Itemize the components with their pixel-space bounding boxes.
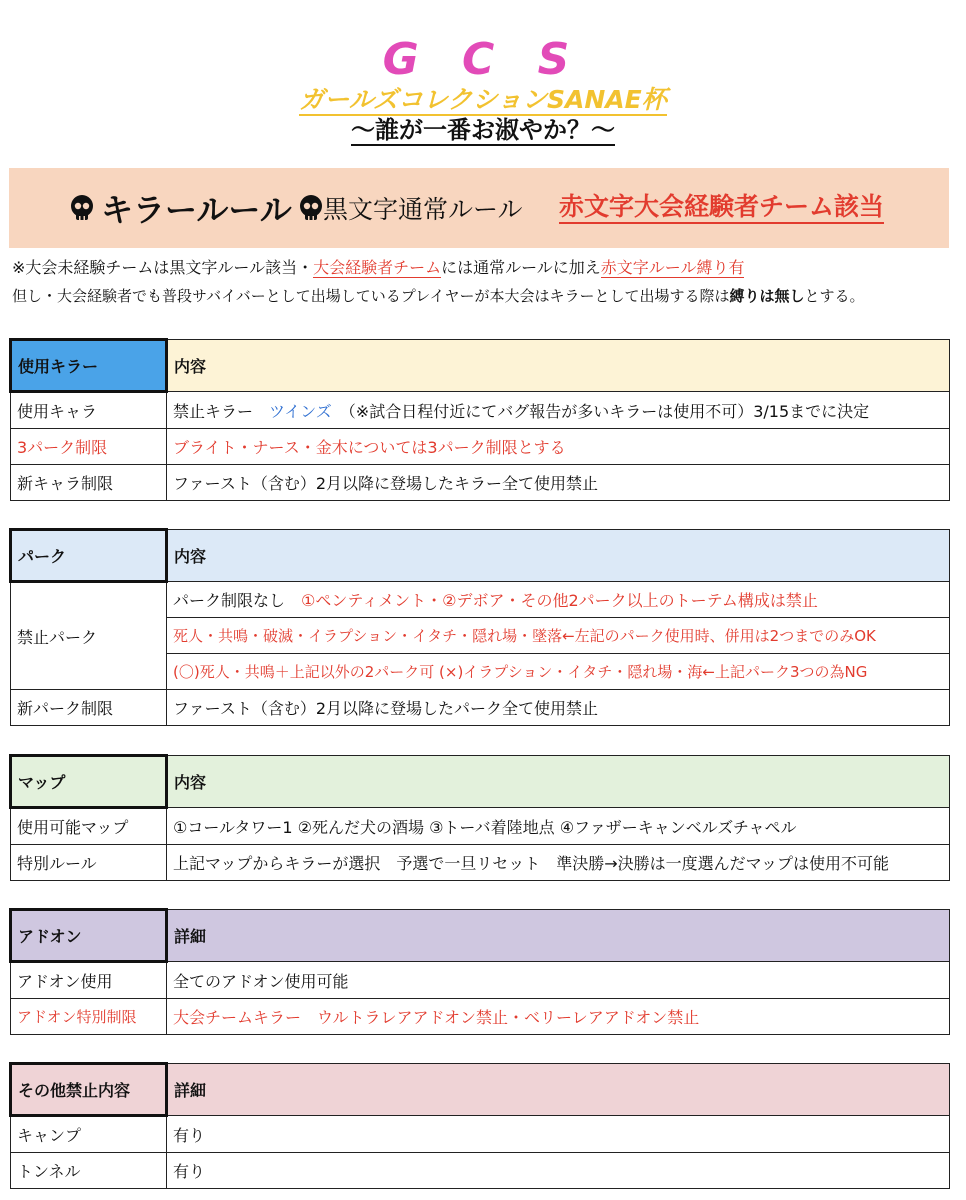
black-rule-label: 黒文字通常ルール [323, 195, 523, 224]
rule-banner [9, 168, 949, 248]
perk-table [9, 528, 950, 726]
map-table-header [11, 756, 950, 808]
table-row [11, 1116, 950, 1153]
note1-a: ※大会未経験チームは黒文字ルール該当・ [12, 258, 314, 277]
row-content: ファースト（含む）2月以降に登場したパーク全て使用禁止 [167, 690, 950, 726]
table-row [11, 690, 950, 726]
note-line-1 [12, 255, 744, 278]
table-row [11, 429, 950, 465]
header-cell: パーク [11, 530, 167, 582]
row-label: 新パーク制限 [11, 690, 167, 726]
question-text: 〜誰が一番お淑やか？〜 [351, 116, 615, 144]
row-content: 上記マップからキラーが選択 予選で一旦リセット 準決勝→決勝は一度選んだマップは使用不可能 [167, 845, 950, 881]
row-label: 使用可能マップ [11, 808, 167, 845]
table-row [11, 582, 950, 618]
header-cell: その他禁止内容 [11, 1064, 167, 1116]
row-label: 特別ルール [11, 845, 167, 881]
row-content: ①コールタワー1 ②死んだ犬の酒場 ③トーバ着陸地点 ④ファザーキャンベルズチャペル [167, 808, 950, 845]
other-table-header [11, 1064, 950, 1116]
content-a: パーク制限なし [173, 591, 286, 610]
header-cell: 内容 [167, 340, 950, 392]
note1-b: 大会経験者チーム [313, 258, 442, 277]
header-cell: 内容 [167, 756, 950, 808]
addon-table-header [11, 910, 950, 962]
note2-a: 但し・大会経験者でも普段サバイバーとして出場しているプレイヤーが本大会はキラーとして出場する際は [12, 287, 730, 305]
table-row [11, 465, 950, 501]
table-row [11, 808, 950, 845]
skull-icon [296, 193, 326, 223]
content-a: 禁止キラー [173, 401, 254, 421]
header-cell: 詳細 [167, 1064, 950, 1116]
killer-table [9, 338, 950, 501]
row-label: アドオン使用 [11, 962, 167, 999]
header-cell: 使用キラー [11, 340, 167, 392]
title-gcs: G C S [382, 34, 584, 85]
note1-d: 赤文字ルール縛り有 [600, 258, 745, 277]
killer-rule-label: キラールール [101, 191, 292, 229]
table-row [11, 999, 950, 1035]
header-cell: アドオン [11, 910, 167, 962]
perk-table-header [11, 530, 950, 582]
row-content: 有り [167, 1116, 950, 1153]
row-content: 有り [167, 1153, 950, 1189]
killer-table-header [11, 340, 950, 392]
row-content [167, 392, 950, 429]
row-content: ファースト（含む）2月以降に登場したキラー全て使用禁止 [167, 465, 950, 501]
addon-table [9, 908, 950, 1035]
header-cell: 詳細 [167, 910, 950, 962]
killer-rule-title [63, 185, 330, 231]
row-label: キャンプ [11, 1116, 167, 1153]
red-rule-label: 赤文字大会経験者チーム該当 [559, 192, 884, 224]
title-question [0, 110, 966, 145]
note2-c: とする。 [804, 287, 865, 305]
row-label: 新キャラ制限 [11, 465, 167, 501]
header-cell: マップ [11, 756, 167, 808]
table-row [11, 1153, 950, 1189]
table-row [11, 845, 950, 881]
row-content: ブライト・ナース・金木については3パーク制限とする [167, 429, 950, 465]
row-label: トンネル [11, 1153, 167, 1189]
row-label: アドオン特別制限 [11, 999, 167, 1035]
table-row [11, 392, 950, 429]
skull-icon [67, 193, 97, 223]
content-b: ①ペンティメント・②デボア・その他2パーク以上のトーテム構成は禁止 [301, 591, 818, 610]
map-table [9, 754, 950, 881]
row-content: 大会チームキラー ウルトラレアアドオン禁止・ベリーレアアドオン禁止 [167, 999, 950, 1035]
row-content: 死人・共鳴・破滅・イラプション・イタチ・隠れ場・墜落←左記のパーク使用時、併用は2つまでのみOK [167, 618, 950, 654]
row-label: 禁止パーク [11, 582, 167, 690]
row-content: (〇)死人・共鳴＋上記以外の2パーク可 (×)イラプション・イタチ・隠れ場・海←上記パーク3つの為NG [167, 654, 950, 690]
other-table [9, 1062, 950, 1189]
note2-b: 縛りは無し [729, 287, 805, 305]
note1-c: には通常ルールに加え [441, 258, 601, 277]
subtitle-text: ガールズコレクションSANAE杯 [299, 85, 667, 114]
header-cell: 内容 [167, 530, 950, 582]
row-label: 使用キャラ [11, 392, 167, 429]
table-row [11, 962, 950, 999]
content-b: ツインズ [269, 401, 332, 421]
row-content [167, 582, 950, 618]
row-content: 全てのアドオン使用可能 [167, 962, 950, 999]
row-label: 3パーク制限 [11, 429, 167, 465]
content-c: （※試合日程付近にてバグ報告が多いキラーは使用不可）3/15までに決定 [347, 401, 870, 421]
note-line-2 [12, 285, 865, 306]
